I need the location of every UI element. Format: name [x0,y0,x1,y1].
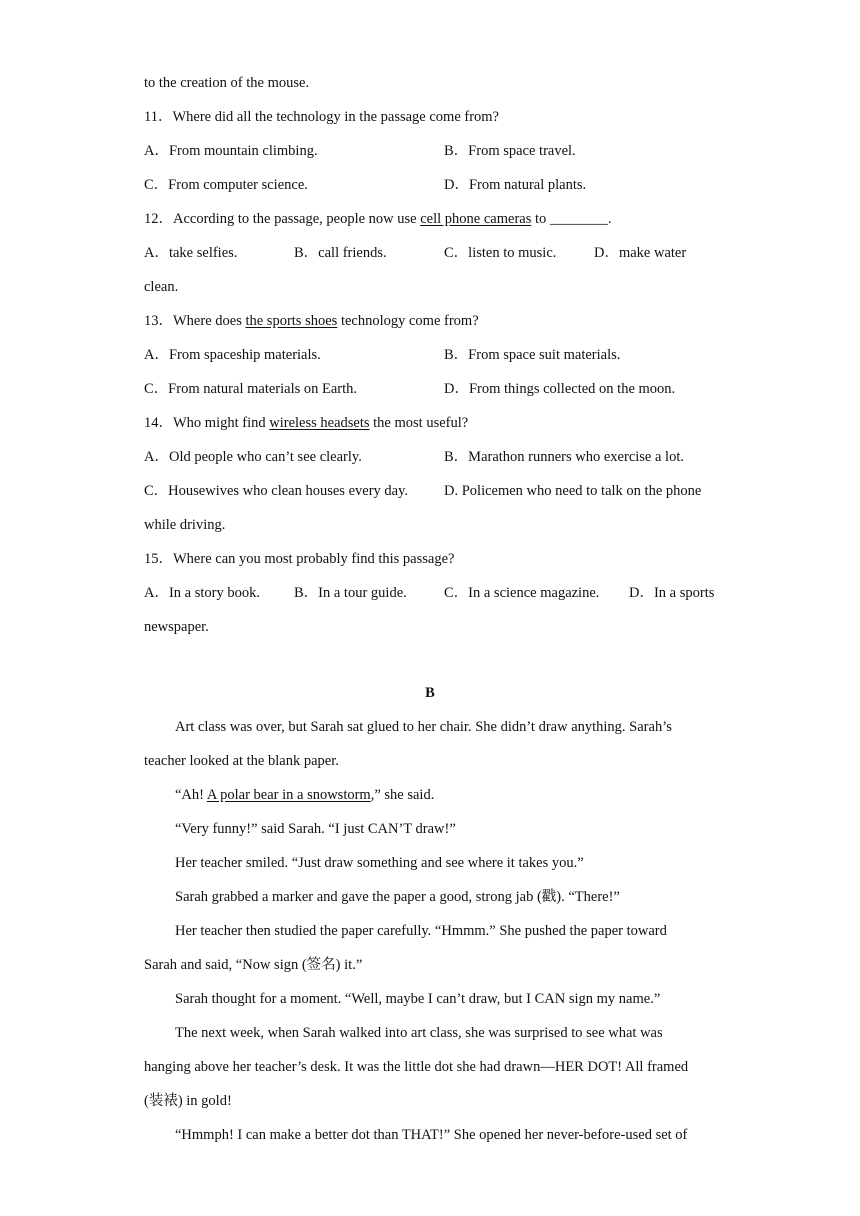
q14-text-end: the most useful? [369,415,469,431]
paragraph-line: (装裱) in gold! [144,1093,232,1109]
paragraph-line: “Very funny!” said Sarah. “I just CAN’T draw!” [175,821,456,837]
passage-continuation: to the creation of the mouse. [144,75,310,91]
section-heading: B [425,685,435,701]
q13-option-c: C．From natural materials on Earth. [144,381,358,397]
q15-option-d-wrap: newspaper. [144,619,209,635]
q13-option-d: D．From things collected on the moon. [444,381,676,397]
q12-option-d: D．make water [594,245,687,261]
underlined-phrase: A polar bear in a snowstorm [206,787,371,803]
paragraph-line: The next week, when Sarah walked into art class, she was surprised to see what was [175,1025,663,1041]
q12-option-b: B．call friends. [294,245,387,261]
paragraph-line: hanging above her teacher’s desk. It was the little dot she had drawn—HER DOT! All framed [144,1059,689,1075]
q13-underlined-term: the sports shoes [245,313,338,329]
paragraph-line: Sarah thought for a moment. “Well, maybe I can’t draw, but I CAN sign my name.” [175,991,661,1007]
q12-option-c: C．listen to music. [444,245,557,261]
dialogue-end: ,” she said. [370,787,435,803]
q15-option-c: C．In a science magazine. [444,585,600,601]
q11-option-d: D．From natural plants. [444,177,587,193]
paragraph-line: Her teacher then studied the paper carefully. “Hmmm.” She pushed the paper toward [175,923,667,939]
paragraph-line: Her teacher smiled. “Just draw something and see where it takes you.” [175,855,584,871]
dialogue-start: “Ah! [175,787,207,803]
q15-option-b: B．In a tour guide. [294,585,407,601]
q15-option-d: D．In a sports [629,585,715,601]
q12-text-end: to ________. [531,211,612,227]
q14-text-start: 14．Who might find [144,415,270,431]
q12-underlined-term: cell phone cameras [420,211,532,227]
q14-option-c: C．Housewives who clean houses every day. [144,483,409,499]
q11-option-a: A．From mountain climbing. [144,143,318,159]
paragraph-line: Sarah grabbed a marker and gave the paper a good, strong jab (戳). “There!” [175,889,620,905]
question-15: 15．Where can you most probably find this passage? [144,551,455,567]
q12-text-start: 12．According to the passage, people now use [144,211,421,227]
q11-option-c: C．From computer science. [144,177,308,193]
paragraph-line: “Hmmph! I can make a better dot than THAT!” She opened her never-before-used set of [175,1127,688,1143]
q13-text-end: technology come from? [337,313,479,329]
q11-option-b: B．From space travel. [444,143,576,159]
q12-option-d-wrap: clean. [144,279,179,295]
q14-underlined-term: wireless headsets [269,415,370,431]
q12-option-a: A．take selfies. [144,245,238,261]
q14-option-a: A．Old people who can’t see clearly. [144,449,362,465]
paragraph-line [175,786,434,804]
q14-option-d: D. Policemen who need to talk on the phone [444,483,702,499]
question-13 [144,312,479,330]
q15-option-a: A．In a story book. [144,585,260,601]
paragraph-line: teacher looked at the blank paper. [144,753,339,769]
q13-text-start: 13．Where does [144,313,246,329]
paragraph-line: Art class was over, but Sarah sat glued to her chair. She didn’t draw anything. Sarah’s [175,719,672,735]
question-11: 11．Where did all the technology in the passage come from? [144,109,499,125]
question-12 [144,210,612,228]
q14-option-b: B．Marathon runners who exercise a lot. [444,449,684,465]
question-14 [144,414,468,432]
q14-option-d-wrap: while driving. [144,517,226,533]
paragraph-line: Sarah and said, “Now sign (签名) it.” [144,957,363,973]
q13-option-a: A．From spaceship materials. [144,347,321,363]
q13-option-b: B．From space suit materials. [444,347,621,363]
